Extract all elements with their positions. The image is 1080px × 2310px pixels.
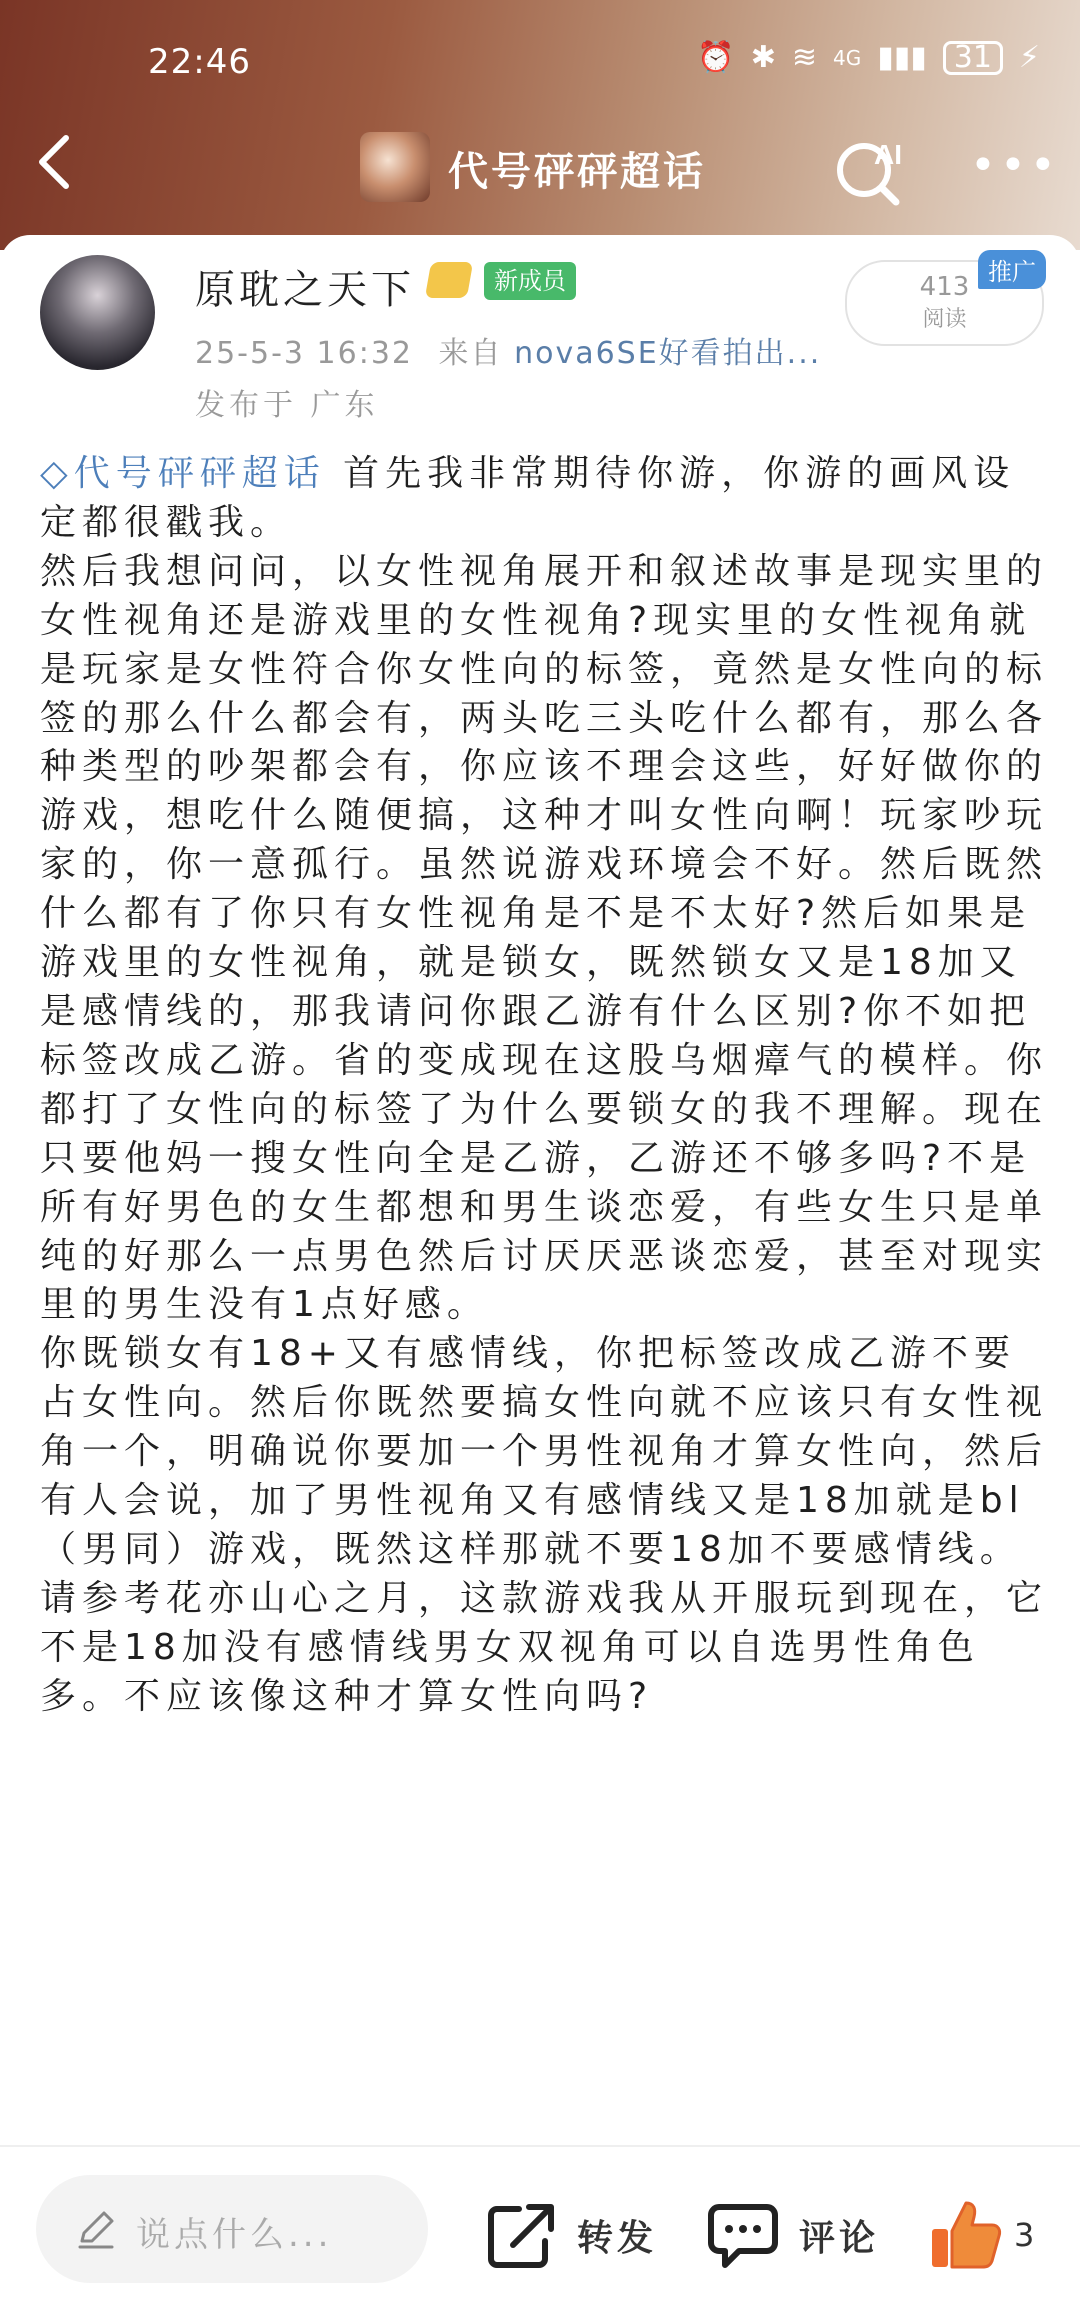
read-count: 413 [919,272,970,302]
pencil-icon [74,2207,118,2251]
comment-label: 评论 [799,2217,880,2259]
comment-button[interactable] [705,2195,879,2275]
promo-tag[interactable]: 推广 [978,250,1046,289]
read-label: 阅读 [922,307,967,332]
post-text: 首先我非常期待你游，你游的画风设定都很戳我。 然后我想问问，以女性视角展开和叙述故事是现实里的女性视角还是游戏里的女性视角?现实里的女性视角就是玩家是女性符合你女性向的标签，竟然是女性向的标签的那么什么都会有，两头吃三头吃什么都有，那么各种类型的吵架都会有，你应该不理会这些，好好做你的游戏，想吃什么随便搞，这种才叫女性向啊！玩家吵玩家的，你一意孤行。虽然说游戏环境会不好。然后既然什么都有了你只有女性视角是不是不太好?然后如果是游戏里的女性视角，就是锁女，既然锁女又是18加又是感情线的，那我请问你跟乙游有什么区别?你不如把标签改成乙游。省的变成现在这股乌烟瘴气的模样。你都打了女性向的标签了为什么要锁女的我不理解。现在只要他妈一搜女性向全是乙游，乙游还不够多吗?不是所有好男色的女生都想和男生谈恋爱，有些女生只是单纯的好那么一点男色然后讨厌厌恶谈恋爱，甚至对现实里的男生没有1点好感。 你既锁女有18+又有感情线，你把标签改成乙游不要占女性向。然后你既然要搞女性向就不应该只有女性视角一个，明确说你要加一个男性视角才算女性向，然后有人会说，加了男性视角又有感情线又是18加就是bl（男同）游戏，既然这样那就不要18加不要感情线。请参考花亦山心之月，这款游戏我从开服玩到现在，它不是18加没有感情线男女双视角可以自选男性角色多。不应该像这种才算女性向吗? [40,453,1049,1717]
more-dots-icon: ••• [970,140,1060,191]
topic-avatar[interactable] [360,132,430,202]
post-meta [195,328,821,372]
back-button[interactable] [30,132,80,192]
diamond-icon: ◇ [40,453,74,494]
comment-placeholder: 说点什么... [136,2215,333,2255]
back-arrow-icon [30,132,80,192]
member-badge: 新成员 [484,262,576,300]
divider [0,2145,1080,2147]
like-count: 3 [1014,2216,1035,2254]
vip-badge-icon [425,262,473,298]
avatar[interactable] [40,255,155,370]
post-location: 发布于 广东 [195,388,379,423]
share-icon [485,2199,559,2271]
alarm-icon: ⏰ [697,40,735,75]
page-title[interactable]: 代号砰砰超话 [448,149,706,195]
post-timestamp: 25-5-3 16:32 [195,336,413,371]
comment-bubble-icon [705,2199,781,2271]
ai-search-icon [830,130,910,210]
source-prefix: 来自 [438,336,503,371]
nav-bar [0,110,1080,220]
thumbs-up-icon [928,2197,1004,2273]
bluetooth-icon: ✱ [750,40,776,75]
network-type: 4G [832,45,862,70]
topic-link[interactable]: 代号砰砰超话 [73,453,326,494]
ai-search-button[interactable] [830,130,910,210]
status-bar [0,30,1080,90]
repost-label: 转发 [577,2217,658,2259]
svg-text:AI: AI [874,139,902,170]
status-time: 22:46 [148,42,251,82]
post-body [40,450,1050,1722]
author-name[interactable]: 原耽之天下 [195,267,415,313]
comment-input[interactable] [36,2175,428,2283]
more-options-button[interactable] [970,140,1060,191]
charging-icon: ⚡ [1018,40,1040,75]
post-source[interactable]: nova6SE好看拍出... [514,336,822,371]
status-icons [697,40,1040,75]
wifi-icon: ≋ [791,40,817,75]
repost-button[interactable] [485,2195,657,2275]
like-button[interactable] [928,2195,1034,2275]
battery-icon: 31 [943,41,1003,75]
signal-icon: ▮▮▮ [877,40,927,75]
